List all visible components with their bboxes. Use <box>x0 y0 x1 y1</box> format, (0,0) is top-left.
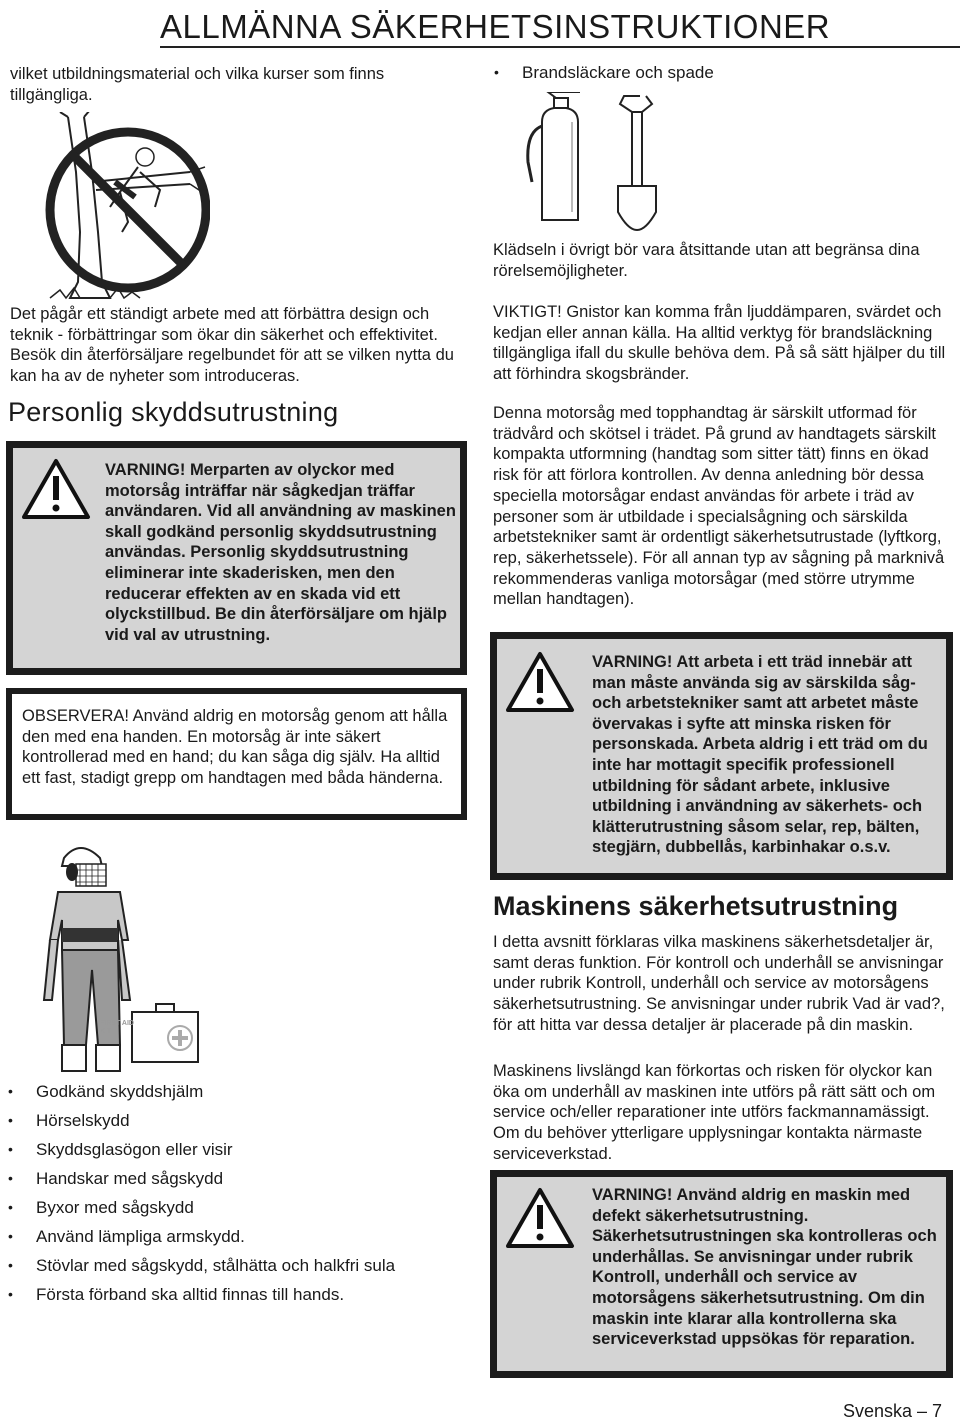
page-header-title: ALLMÄNNA SÄKERHETSINSTRUKTIONER <box>160 8 831 45</box>
no-tree-climbing-illustration <box>40 112 210 302</box>
section-title-machine-safety: Maskinens säkerhetsutrustning <box>493 891 899 921</box>
list-item: • Godkänd skyddshjälm <box>6 1077 466 1106</box>
machine-text-1: I detta avsnitt förklaras vilka maskinens säkerhetsdetaljer är, samt deras funktion. För kontroll och underhåll se anvisningar under rubrik Kontroll, underhåll och service av motorsågens säkerhetsutrustning. Se anvisningar under rubrik Vad är vad?, för att hitta var dessa detaljer är placerade på din maskin. <box>493 933 945 1034</box>
intro-text: vilket utbildningsmaterial och vilka kurser som finns tillgängliga. <box>10 65 385 104</box>
extinguisher-spade-illustration <box>520 92 690 232</box>
warning-box-tree-work <box>490 632 953 880</box>
warning-triangle-icon <box>21 458 91 520</box>
machine-text-2: Maskinens livslängd kan förkortas och risken för olyckor kan öka om underhåll av maskinen inte utförs på rätt sätt och om service och/eller reparationer inte utförs fackmannamässigt. Om du behöver ytterligare upplysningar kontakta närmaste serviceverkstad. <box>493 1062 936 1163</box>
protective-equipment-illustration <box>36 840 226 1078</box>
improvement-text-2: Besök din återförsäljare regelbundet för att se vilken nytta du kan ha av de nyheter som introduceras. <box>10 346 454 385</box>
observera-text: OBSERVERA! Använd aldrig en motorsåg genom att hålla den med ena handen. En motorsåg är inte säkert kontrollerad med en hand; du kan såga dig själv. Ha alltid ett fast, stadigt grepp om handtagen med båda händerna. <box>22 707 448 788</box>
warning-text-personal-protection: VARNING! Merparten av olyckor med motorsåg inträffar när sågkedjan träffar användaren. Vid all användning av maskinen skall godkänd personlig skyddsutrustning användas. Personlig skyddsutrustning eliminerar inte skaderisken, men den reducerar effekten av en skada vid ett olyckstillbud. Be din återförsäljare om hjälp vid val av utrustning. <box>105 461 456 644</box>
list-item: • Handskar med sågskydd <box>6 1164 466 1193</box>
warning-text-defect-equipment: VARNING! Använd aldrig en maskin med defekt säkerhetsutrustning. Säkerhetsutrustningen ska kontrolleras och underhållas. Se anvisningar under rubrik Kontroll, underhåll och service av motorsågens säkerhetsutrustning. Om din maskin inte klarar alla kontrollerna ska serviceverkstad uppsökas för reparation. <box>592 1186 937 1349</box>
list-item: • Hörselskydd <box>6 1106 466 1135</box>
extinguisher-list <box>492 58 932 87</box>
page-footer: Svenska – 7 <box>842 1401 942 1421</box>
observera-box <box>6 688 467 820</box>
list-item: • Brandsläckare och spade <box>492 58 932 87</box>
clothing-text: Klädseln i övrigt bör vara åtsittande utan att begränsa dina rörelsemöjligheter. <box>493 241 920 280</box>
header-rule <box>160 46 960 48</box>
list-item: • Stövlar med sågskydd, stålhätta och halkfri sula <box>6 1251 466 1280</box>
improvement-text-1: Det pågår ett ständigt arbete med att förbättra design och teknik - förbättringar som ökar din säkerhet och effektivitet. <box>10 305 438 344</box>
warning-text-tree-work: VARNING! Att arbeta i ett träd innebär att man måste använda sig av särskilda såg- och arbetstekniker samt att arbetet måste övervakas i syfte att minska risken för personskada. Arbeta aldrig i ett träd om du inte har mottagit specifik professionell utbildning för sådant arbete, inklusive utbildning i användning av säkerhets- och klätterutrustning såsom selar, rep, bälten, stegjärn, dubbellås, karbinhakar o.s.v. <box>592 653 928 857</box>
list-item: • Använd lämpliga armskydd. <box>6 1222 466 1251</box>
viktigt-text: VIKTIGT! Gnistor kan komma från ljuddämparen, svärdet och kedjan eller annan källa. Ha alltid verktyg för brandsläckning tillgängliga ifall du skulle behöva dem. På så sätt hjälper du till att förhindra skogsbränder. <box>493 303 946 384</box>
first-aid-label: FIRST AID KIT <box>100 1020 134 1035</box>
list-item: • Första förband ska alltid finnas till hands. <box>6 1280 466 1309</box>
top-handle-text: Denna motorsåg med topphandtag är särskilt utformad för trädvård och skötsel i trädet. På grund av handtagets särskilt kompakta utformning (handtag som sitter tätt) finns en ökad risk för att förlora kontrollen. Av denna anledning bör dessa speciella motorsågar endast användas för arbete i träd av personer som är utbildade i specialsågning och särskilda arbetstekniker samt är ordentligt säkerhetsutrustade (lyftkorg, rep, säkerhetssele). För all annan typ av sågning på marknivå rekommenderas vanliga motorsågar (med större utrymme mellan handtagen). <box>493 404 945 609</box>
warning-box-defect-equipment <box>490 1170 953 1378</box>
list-item: • Skyddsglasögon eller visir <box>6 1135 466 1164</box>
warning-box-personal-protection <box>6 441 467 675</box>
warning-triangle-icon <box>505 651 575 713</box>
equipment-list <box>6 1077 466 1309</box>
warning-triangle-icon <box>505 1187 575 1249</box>
list-item: • Byxor med sågskydd <box>6 1193 466 1222</box>
section-title-personal-protection: Personlig skyddsutrustning <box>8 397 339 427</box>
